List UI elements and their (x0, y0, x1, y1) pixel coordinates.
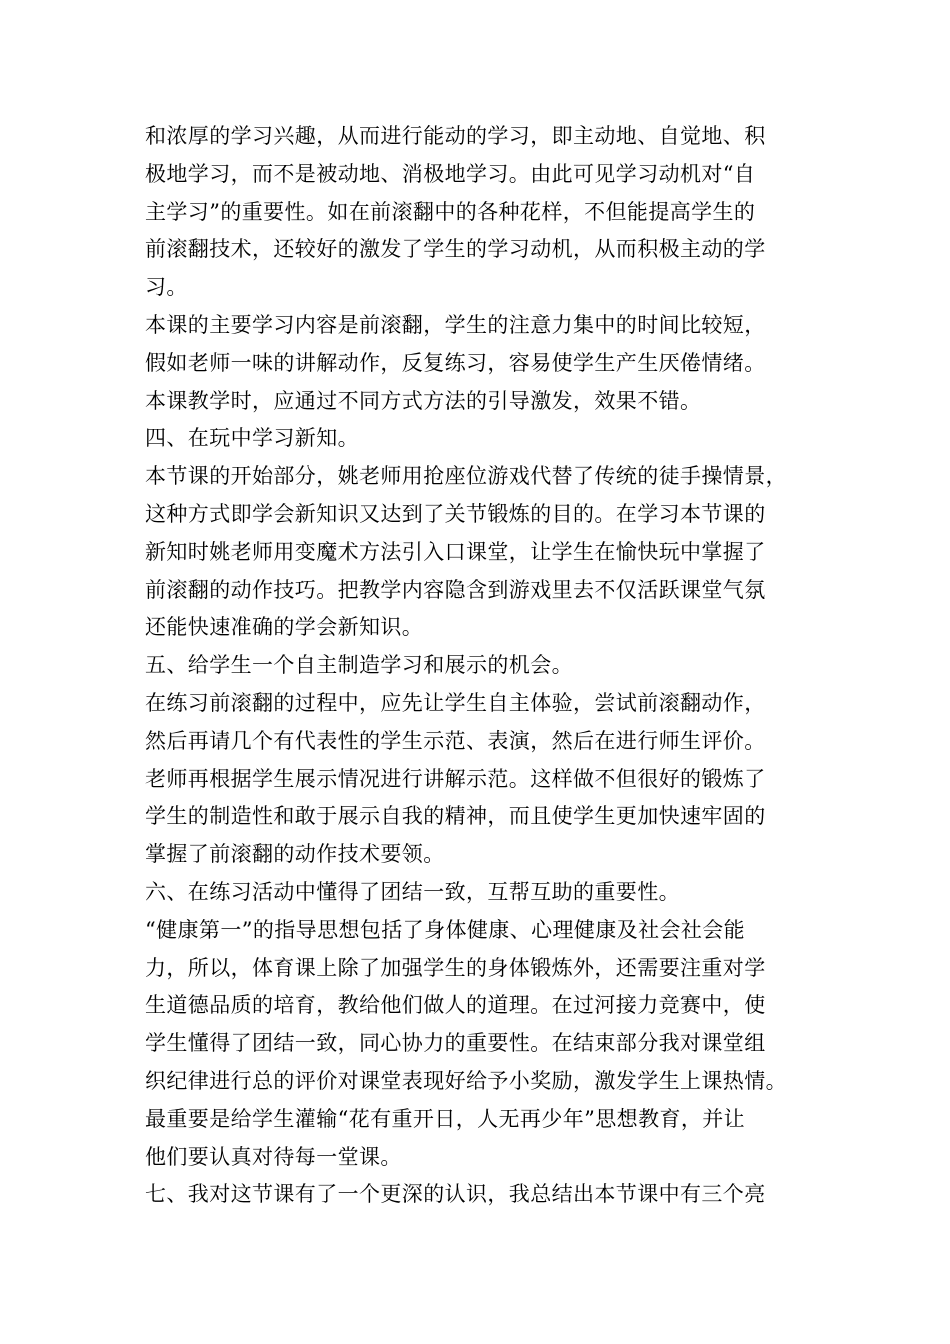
text-line: 他们要认真对待每一堂课。 (145, 1144, 402, 1169)
text-line: 前滚翻技术，还较好的激发了学生的学习动机，从而积极主动的学 (145, 237, 766, 262)
section-heading: 七、我对这节课有了一个更深的认识，我总结出本节课中有三个亮 (145, 1182, 766, 1207)
text-line: 本节课的开始部分，姚老师用抢座位游戏代替了传统的徒手操情景， (145, 464, 787, 489)
text-line: 习。 (145, 275, 188, 300)
text-line: 前滚翻的动作技巧。把教学内容隐含到游戏里去不仅活跃课堂气氛 (145, 577, 766, 602)
text-line: 织纪律进行总的评价对课堂表现好给予小奖励，激发学生上课热情。 (145, 1068, 787, 1093)
text-line: 力，所以，体育课上除了加强学生的身体锻炼外，还需要注重对学 (145, 955, 766, 980)
text-line: 然后再请几个有代表性的学生示范、表演，然后在进行师生评价。 (145, 728, 766, 753)
text-line: 主学习”的重要性。如在前滚翻中的各种花样，不但能提高学生的 (145, 199, 756, 224)
section-heading: 六、在练习活动中懂得了团结一致，互帮互助的重要性。 (145, 879, 680, 904)
section-heading: 五、给学生一个自主制造学习和展示的机会。 (145, 653, 573, 678)
text-line: 学生懂得了团结一致，同心协力的重要性。在结束部分我对课堂组 (145, 1031, 766, 1056)
text-line: 在练习前滚翻的过程中，应先让学生自主体验，尝试前滚翻动作， (145, 690, 766, 715)
text-line: 学生的制造性和敢于展示自我的精神，而且使学生更加快速牢固的 (145, 804, 766, 829)
text-line: “健康第一”的指导思想包括了身体健康、心理健康及社会社会能 (145, 917, 746, 942)
text-line: 和浓厚的学习兴趣，从而进行能动的学习，即主动地、自觉地、积 (145, 124, 766, 148)
text-line: 这种方式即学会新知识又达到了关节锻炼的目的。在学习本节课的 (145, 501, 766, 526)
text-line: 还能快速准确的学会新知识。 (145, 615, 424, 640)
section-heading: 四、在玩中学习新知。 (145, 426, 359, 451)
text-line: 掌握了前滚翻的动作技术要领。 (145, 842, 445, 867)
body-text (145, 118, 825, 1214)
text-line: 生道德品质的培育，教给他们做人的道理。在过河接力竞赛中，使 (145, 993, 766, 1018)
text-line: 新知时姚老师用变魔术方法引入口课堂，让学生在愉快玩中掌握了 (145, 539, 766, 564)
text-line: 本课的主要学习内容是前滚翻，学生的注意力集中的时间比较短， (145, 312, 766, 337)
text-line: 本课教学时，应通过不同方式方法的引导激发，效果不错。 (145, 388, 702, 413)
text-line: 假如老师一味的讲解动作，反复练习，容易使学生产生厌倦情绪。 (145, 350, 766, 375)
text-line: 最重要是给学生灌输“花有重开日，人无再少年”思想教育，并让 (145, 1106, 746, 1131)
text-line: 极地学习，而不是被动地、消极地学习。由此可见学习动机对“自 (145, 161, 756, 186)
text-line: 老师再根据学生展示情况进行讲解示范。这样做不但很好的锻炼了 (145, 766, 766, 791)
